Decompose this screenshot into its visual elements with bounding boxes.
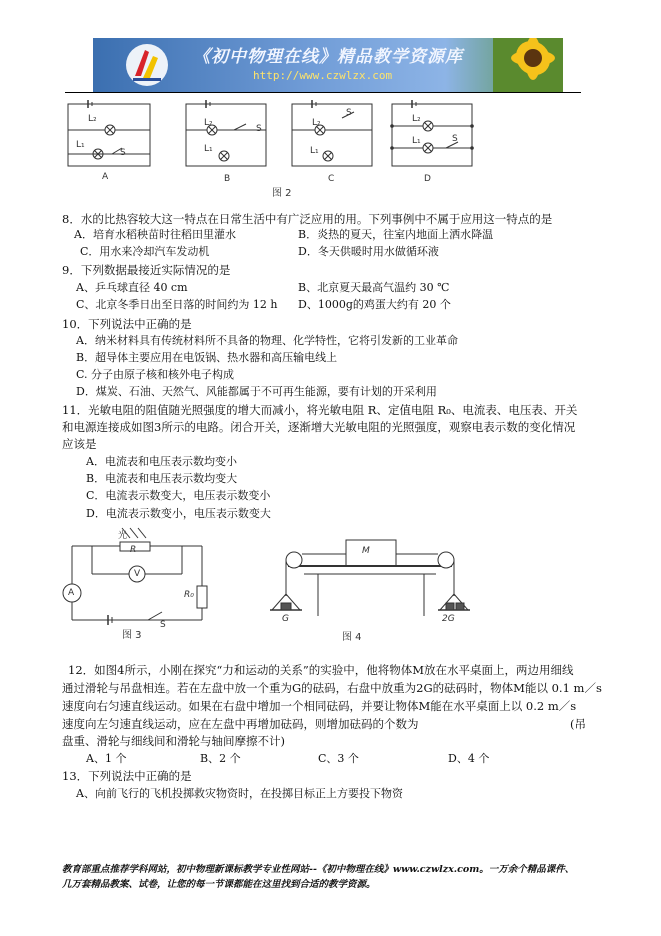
q8-option-d[interactable]: D．冬天供暖时用水做循环液 xyxy=(298,245,439,258)
q12-line3: 速度向右匀速直线运动。如果在右盘中增加一个相同砝码，并要让物体M能在水平桌面上以 0.2 m／s xyxy=(62,699,577,713)
q8-option-c[interactable]: C．用水来冷却汽车发动机 xyxy=(80,245,210,258)
fig2a-l2-label: L₂ xyxy=(88,114,97,124)
banner-title: 《初中物理在线》精品教学资源库 xyxy=(193,47,463,67)
q12-line2: 通过滑轮与吊盘相连。若在左盘中放一个重为G的砝码，右盘中放重为2G的砝码时，物体M能以 0.1 m／s xyxy=(62,681,602,695)
fig2d-l2-label: L₂ xyxy=(412,114,421,124)
q11-option-a[interactable]: A．电流表和电压表示数均变小 xyxy=(86,455,237,468)
fig2b-s-label: S xyxy=(256,124,262,134)
fig2a-s-label: S xyxy=(120,148,126,158)
q9-stem: 9．下列数据最接近实际情况的是 xyxy=(62,263,231,277)
sunflower-image xyxy=(493,38,563,92)
fig4-2g-label: 2G xyxy=(442,614,455,624)
figure-2-caption: 图 2 xyxy=(272,188,292,199)
figure-4-caption: 图 4 xyxy=(342,632,362,643)
q13-stem: 13．下列说法中正确的是 xyxy=(62,769,192,783)
q10-option-c[interactable]: C. 分子由原子核和核外电子构成 xyxy=(76,368,235,381)
fig2c-s-label: S xyxy=(346,108,352,118)
fig2c-l1-label: L₁ xyxy=(310,146,319,156)
fig4-g-label: G xyxy=(282,614,289,624)
fig2d-l1-label: L₁ xyxy=(412,136,421,146)
fig2c-label: C xyxy=(328,174,335,184)
q9-option-b[interactable]: B、北京夏天最高气温约 30 ℃ xyxy=(298,281,450,294)
q9-option-a[interactable]: A、乒乓球直径 40 cm xyxy=(76,281,188,294)
q12-option-b[interactable]: B、2 个 xyxy=(200,752,241,765)
fig3-ammeter-label: A xyxy=(68,588,75,598)
q10-stem: 10．下列说法中正确的是 xyxy=(62,317,192,331)
q11-option-b[interactable]: B．电流表和电压表示数均变大 xyxy=(86,472,238,485)
fig3-voltmeter-label: V xyxy=(134,569,141,579)
fig3-r0-label: R₀ xyxy=(184,590,194,600)
q11-line1: 11．光敏电阻的阻值随光照强度的增大而减小，将光敏电阻 R、定值电阻 R₀、电流表、电压表、开关 xyxy=(62,403,578,417)
figure-3-caption: 图 3 xyxy=(122,630,142,641)
footer-line-2: 几万套精品教案、试卷，让您的每一节课都能在这里找到合适的教学资源。 xyxy=(62,879,376,890)
q11-line3: 应该是 xyxy=(62,437,97,451)
banner-url[interactable]: http://www.czwlzx.com xyxy=(253,69,393,82)
q11-option-d[interactable]: D．电流表示数变小，电压表示数变大 xyxy=(86,507,271,520)
q8-option-b[interactable]: B．炎热的夏天，往室内地面上洒水降温 xyxy=(298,228,494,241)
site-logo xyxy=(123,42,171,88)
q12-option-c[interactable]: C、3 个 xyxy=(318,752,359,765)
q8-option-a[interactable]: A．培育水稻秧苗时往稻田里灌水 xyxy=(74,228,236,241)
q12-line5: 盘重、滑轮与细线间和滑轮与轴间摩擦不计) xyxy=(62,734,285,748)
q10-option-a[interactable]: A．纳米材料具有传统材料所不具备的物理、化学特性，它将引发新的工业革命 xyxy=(76,334,458,347)
fig2b-l1-label: L₁ xyxy=(204,144,213,154)
header-banner xyxy=(93,38,563,92)
q10-option-b[interactable]: B．超导体主要应用在电饭锅、热水器和高压输电线上 xyxy=(76,351,338,364)
fig3-switch-label: S xyxy=(160,620,166,630)
figure-3-circuit xyxy=(62,526,212,638)
q12-line4: 速度向左匀速直线运动，应在左盘中再增加砝码，则增加砝码的个数为 xyxy=(62,717,419,731)
q12-line4-end: (吊 xyxy=(570,717,586,731)
fig2b-label: B xyxy=(224,174,231,184)
fig2c-l2-label: L₂ xyxy=(312,118,321,128)
footer-line-1: 教育部重点推荐学科网站，初中物理新课标教学专业性网站--《初中物理在线》www.czwlzx.com。一万余个精品课件、 xyxy=(62,864,575,875)
q9-option-c[interactable]: C、北京冬季日出至日落的时间约为 12 h xyxy=(76,298,278,311)
q11-option-c[interactable]: C．电流表示数变大，电压表示数变小 xyxy=(86,489,271,502)
fig2b-l2-label: L₂ xyxy=(204,118,213,128)
fig2d-label: D xyxy=(424,174,431,184)
q9-option-d[interactable]: D、1000g的鸡蛋大约有 20 个 xyxy=(298,298,451,311)
q11-line2: 和电源连接成如图3所示的电路。闭合开关，逐渐增大光敏电阻的光照强度，观察电表示数的变化情况 xyxy=(62,420,576,434)
fig2a-l1-label: L₁ xyxy=(76,140,85,150)
fig2a-label: A xyxy=(102,172,109,182)
q8-stem: 8．水的比热容较大这一特点在日常生活中有广泛应用的用。下列事例中不属于应用这一特点的是 xyxy=(62,212,553,226)
fig3-light-label: 光 xyxy=(118,531,128,541)
q13-option-a[interactable]: A、向前飞行的飞机投掷救灾物资时，在投掷目标正上方要投下物资 xyxy=(76,787,403,800)
page-footer xyxy=(62,862,602,892)
header-rule xyxy=(65,92,581,93)
fig4-m-label: M xyxy=(362,546,370,556)
q10-option-d[interactable]: D．煤炭、石油、天然气、风能都属于不可再生能源，要有计划的开采利用 xyxy=(76,385,437,398)
q12-option-a[interactable]: A、1 个 xyxy=(86,752,127,765)
q12-line1: 12．如图4所示，小刚在探究“力和运动的关系”的实验中，他将物体M放在水平桌面上，两边用细线 xyxy=(68,663,574,677)
fig3-r-label: R xyxy=(130,545,137,555)
fig2d-s-label: S xyxy=(452,134,458,144)
q12-option-d[interactable]: D、4 个 xyxy=(448,752,490,765)
